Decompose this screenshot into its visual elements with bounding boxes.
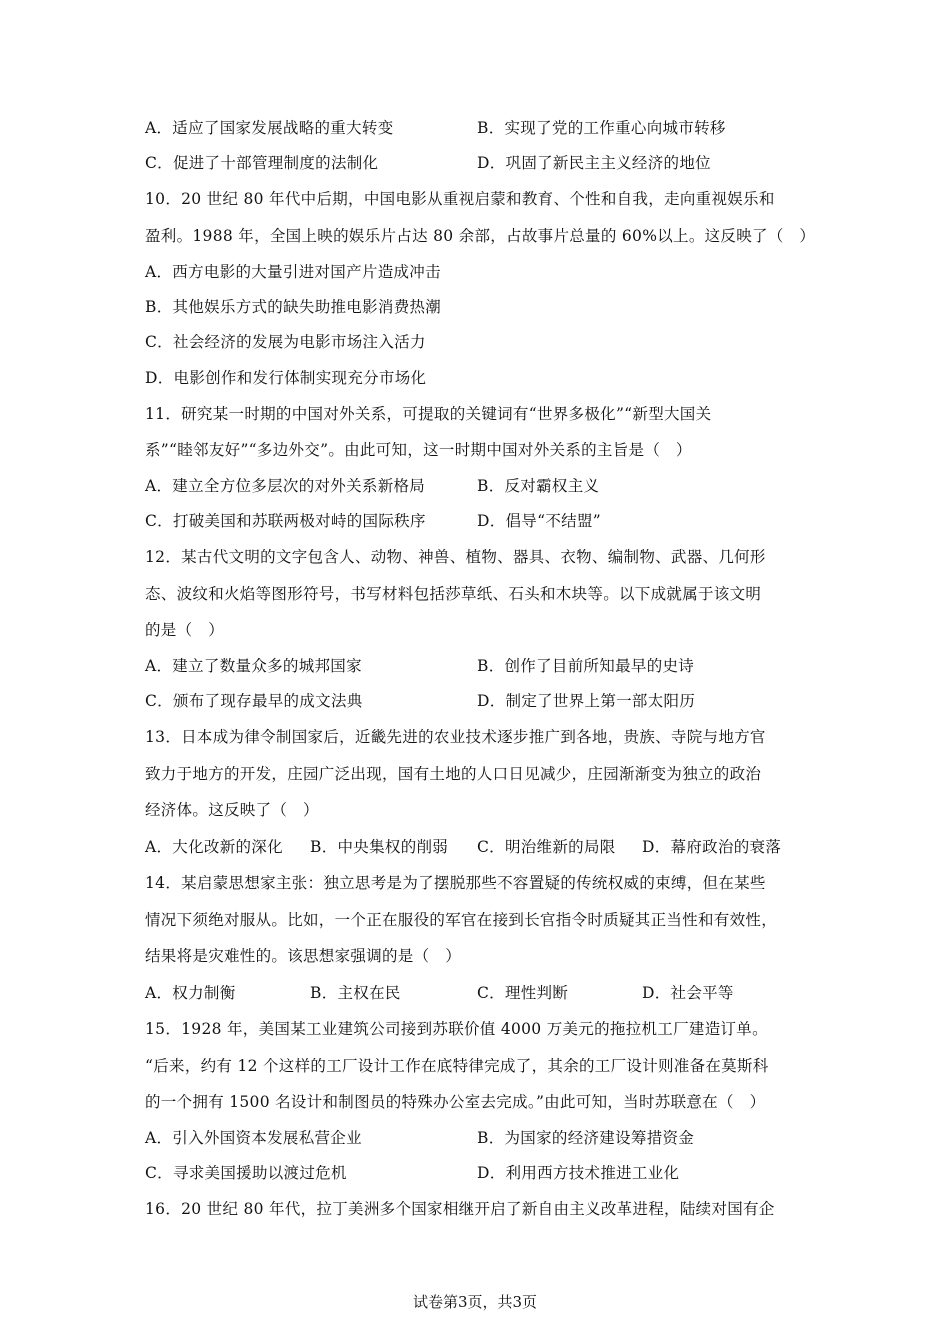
q15-options-row-1: [145, 1128, 825, 1148]
q14-stem-line-1: 14．某启蒙思想家主张：独立思考是为了摆脱那些不容置疑的传统权威的束缚，但在某些: [145, 874, 766, 892]
q11-option-d: D．倡导“不结盟”: [477, 512, 601, 530]
q14-option-d: D．社会平等: [642, 984, 734, 1002]
q13-stem-line-3: 经济体。这反映了（ ）: [145, 801, 319, 819]
q10-option-c: C．社会经济的发展为电影市场注入活力: [145, 333, 426, 351]
q12-stem-line-1: 12．某古代文明的文字包含人、动物、神兽、植物、器具、衣物、编制物、武器、几何形: [145, 548, 766, 566]
q11-option-b: B．反对霸权主义: [477, 477, 600, 495]
q15-stem-line-1: 15．1928 年，美国某工业建筑公司接到苏联价值 4000 万美元的拖拉机工厂建造订单。: [145, 1020, 768, 1038]
q15-option-a: A．引入外国资本发展私营企业: [145, 1129, 362, 1147]
q12-options-row-1: [145, 656, 825, 676]
q11-stem-line-2: 系”“睦邻友好”“多边外交”。由此可知，这一时期中国对外关系的主旨是（ ）: [145, 441, 692, 459]
q14-stem-line-2: 情况下须绝对服从。比如，一个正在服役的军官在接到长官指令时质疑其正当性和有效性，: [145, 911, 778, 929]
q9-options-row-1: [145, 118, 825, 138]
q10-option-a: A．西方电影的大量引进对国产片造成冲击: [145, 263, 441, 281]
q9-option-c: C．促进了十部管理制度的法制化: [145, 154, 379, 172]
q15-stem-line-2: “后来，约有 12 个这样的工厂设计工作在底特律完成了，其余的工厂设计则准备在莫斯科: [145, 1057, 769, 1075]
q9-option-a: A．适应了国家发展战略的重大转变: [145, 119, 394, 137]
q11-option-c: C．打破美国和苏联两极对峙的国际秩序: [145, 512, 426, 530]
q11-option-a: A．建立全方位多层次的对外关系新格局: [145, 477, 426, 495]
q15-options-row-2: [145, 1163, 825, 1183]
q10-stem-line-2: 盈利。1988 年，全国上映的娱乐片占达 80 余部，占故事片总量的 60%以上。这反映了（ ）: [145, 227, 816, 245]
q13-stem-line-2: 致力于地方的开发，庄园广泛出现，国有土地的人口日见减少，庄园渐渐变为独立的政治: [145, 765, 762, 783]
q12-option-b: B．创作了目前所知最早的史诗: [477, 657, 695, 675]
q12-option-a: A．建立了数量众多的城邦国家: [145, 657, 362, 675]
q14-stem-line-3: 结果将是灾难性的。该思想家强调的是（ ）: [145, 947, 462, 965]
q14-option-c: C．理性判断: [477, 984, 569, 1002]
q16-stem-line-1: 16．20 世纪 80 年代，拉丁美洲多个国家相继开启了新自由主义改革进程，陆续对国有企: [145, 1200, 775, 1218]
q12-stem-line-2: 态、波纹和火焰等图形符号，书写材料包括莎草纸、石头和木块等。以下成就属于该文明: [145, 585, 762, 603]
q9-option-d: D．巩固了新民主主义经济的地位: [477, 154, 711, 172]
q15-stem-line-3: 的一个拥有 1500 名设计和制图员的特殊办公室去完成。”由此可知，当时苏联意在（ ）: [145, 1093, 766, 1111]
q10-option-b: B．其他娱乐方式的缺失助推电影消费热潮: [145, 298, 442, 316]
q11-options-row-2: [145, 511, 825, 531]
q10-stem-line-1: 10．20 世纪 80 年代中后期，中国电影从重视启蒙和教育、个性和自我，走向重视娱乐和: [145, 190, 775, 208]
q13-option-a: A．大化改新的深化: [145, 838, 283, 856]
q13-option-b: B．中央集权的削弱: [310, 838, 449, 856]
q15-option-c: C．寻求美国援助以渡过危机: [145, 1164, 347, 1182]
q13-stem-line-1: 13．日本成为律令制国家后，近畿先进的农业技术逐步推广到各地，贵族、寺院与地方官: [145, 728, 766, 746]
q12-options-row-2: [145, 691, 825, 711]
q15-option-d: D．利用西方技术推进工业化: [477, 1164, 680, 1182]
q12-option-c: C．颁布了现存最早的成文法典: [145, 692, 363, 710]
page-footer: 试卷第3页，共3页: [412, 1293, 538, 1311]
q12-stem-line-3: 的是（ ）: [145, 621, 225, 639]
q11-stem-line-1: 11．研究某一时期的中国对外关系，可提取的关键词有“世界多极化”“新型大国关: [145, 405, 712, 423]
q10-option-d: D．电影创作和发行体制实现充分市场化: [145, 369, 427, 387]
q12-option-d: D．制定了世界上第一部太阳历: [477, 692, 696, 710]
q9-options-row-2: [145, 153, 825, 173]
q13-option-d: D．幕府政治的衰落: [642, 838, 782, 856]
q14-option-b: B．主权在民: [310, 984, 401, 1002]
q13-option-c: C．明治维新的局限: [477, 838, 616, 856]
q11-options-row-1: [145, 476, 825, 496]
q9-option-b: B．实现了党的工作重心向城市转移: [477, 119, 726, 137]
q14-option-a: A．权力制衡: [145, 984, 236, 1002]
q15-option-b: B．为国家的经济建设筹措资金: [477, 1129, 695, 1147]
